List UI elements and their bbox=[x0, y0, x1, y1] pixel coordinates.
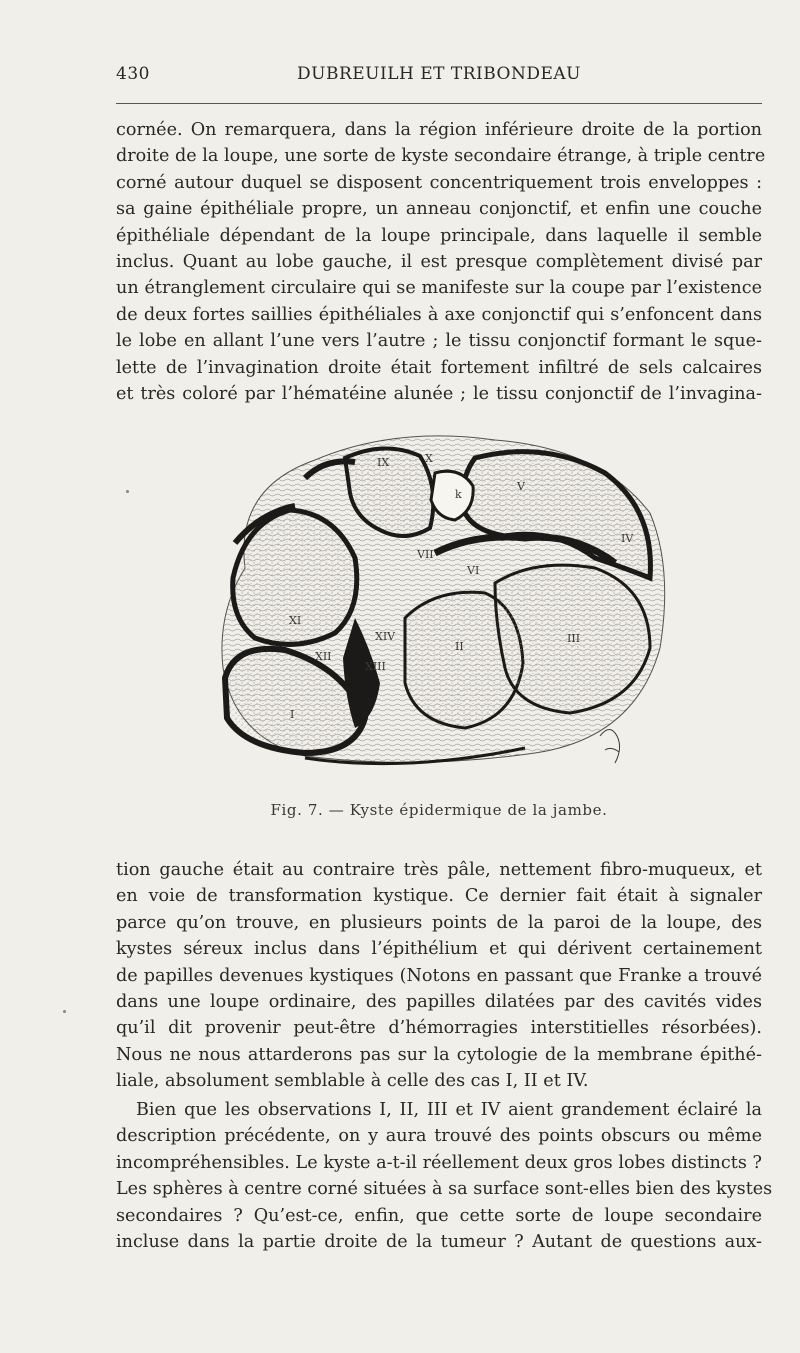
text-line: incompréhensibles. Le kyste a-t-il réellement deux gros lobes distincts ? bbox=[116, 1152, 762, 1173]
label-lobe-xii: XII bbox=[315, 650, 332, 663]
text-line: liale, absolument semblable à celle des cas I, II et IV. bbox=[116, 1071, 589, 1092]
text-line: kystes séreux inclus dans l’épithélium et qui dérivent certainement bbox=[116, 939, 762, 960]
running-title: DUBREUILH ET TRIBONDEAU bbox=[297, 64, 581, 84]
cyst-section-drawing bbox=[205, 418, 675, 788]
text-line: un étranglement circulaire qui se manifeste sur la coupe par l’existence bbox=[116, 278, 762, 299]
lobe-k bbox=[431, 471, 473, 520]
text-line: qu’il dit provenir peut-être d’hémorragies interstitielles résorbées). bbox=[116, 1018, 762, 1039]
text-line: dans une loupe ordinaire, des papilles dilatées par des cavités vides bbox=[116, 992, 762, 1013]
text-line: et très coloré par l’hématéine alunée ; le tissu conjonctif de l’invagina- bbox=[116, 384, 762, 405]
text-line: parce qu’on trouve, en plusieurs points de la paroi de la loupe, des bbox=[116, 912, 762, 933]
text-line: Bien que les observations I, II, III et IV aient grandement éclairé la bbox=[136, 1100, 762, 1120]
text-line: en voie de transformation kystique. Ce dernier fait était à signaler bbox=[116, 886, 762, 907]
paragraph-3 bbox=[116, 1097, 773, 1255]
artist-signature bbox=[600, 730, 620, 764]
label-lobe-ii: II bbox=[455, 640, 464, 653]
text-line: corné autour duquel se disposent concentriquement trois enveloppes : bbox=[116, 172, 762, 193]
text-line: de deux fortes saillies épithéliales à axe conjonctif qui s’enfoncent dans bbox=[116, 304, 762, 325]
label-lobe-k: k bbox=[455, 488, 462, 501]
paper-speck bbox=[126, 490, 129, 493]
label-lobe-x: X bbox=[425, 452, 433, 465]
figure-cyst-section bbox=[205, 418, 675, 788]
paragraph-2 bbox=[116, 857, 762, 1095]
paper-speck bbox=[63, 1010, 66, 1013]
text-line: droite de la loupe, une sorte de kyste secondaire étrange, à triple centre bbox=[116, 146, 766, 167]
figure-caption: Fig. 7. — Kyste épidermique de la jambe. bbox=[270, 801, 608, 819]
label-lobe-xi: XI bbox=[289, 614, 302, 627]
text-line: sa gaine épithéliale propre, un anneau conjonctif, et enfin une couche bbox=[116, 199, 762, 220]
text-line: de papilles devenues kystiques (Notons en passant que Franke a trouvé bbox=[116, 965, 762, 986]
label-lobe-iv: IV bbox=[621, 532, 634, 545]
label-lobe-xiii: XIII bbox=[365, 660, 386, 673]
text-line: le lobe en allant l’une vers l’autre ; le tissu conjonctif formant le sque- bbox=[116, 331, 762, 352]
label-lobe-xiv: XIV bbox=[375, 630, 396, 643]
text-line: secondaires ? Qu’est-ce, enfin, que cette sorte de loupe secondaire bbox=[116, 1205, 762, 1226]
label-lobe-vi: VI bbox=[467, 564, 480, 577]
text-line: lette de l’invagination droite était fortement infiltré de sels calcaires bbox=[116, 357, 762, 378]
text-line: Les sphères à centre corné situées à sa surface sont-elles bien des kystes bbox=[116, 1179, 773, 1200]
label-lobe-i: I bbox=[290, 708, 295, 721]
text-line: cornée. On remarquera, dans la région inférieure droite de la portion bbox=[116, 120, 762, 140]
text-line: description précédente, on y aura trouvé des points obscurs ou même bbox=[116, 1126, 762, 1147]
text-line: incluse dans la partie droite de la tumeur ? Autant de questions aux- bbox=[116, 1232, 762, 1253]
label-lobe-ix: IX bbox=[377, 456, 390, 469]
page-number: 430 bbox=[116, 64, 150, 84]
header-rule bbox=[116, 103, 762, 104]
text-line: épithéliale dépendant de la loupe principale, dans laquelle il semble bbox=[116, 225, 762, 246]
text-line: inclus. Quant au lobe gauche, il est presque complètement divisé par bbox=[116, 252, 762, 273]
text-line: Nous ne nous attarderons pas sur la cytologie de la membrane épithé- bbox=[116, 1044, 762, 1065]
paragraph-1 bbox=[116, 117, 766, 407]
running-head bbox=[116, 64, 762, 94]
label-lobe-vii: VII bbox=[417, 548, 434, 561]
text-line: tion gauche était au contraire très pâle, nettement fibro-muqueux, et bbox=[116, 860, 762, 880]
label-lobe-v: V bbox=[517, 480, 525, 493]
label-lobe-iii: III bbox=[567, 632, 581, 645]
